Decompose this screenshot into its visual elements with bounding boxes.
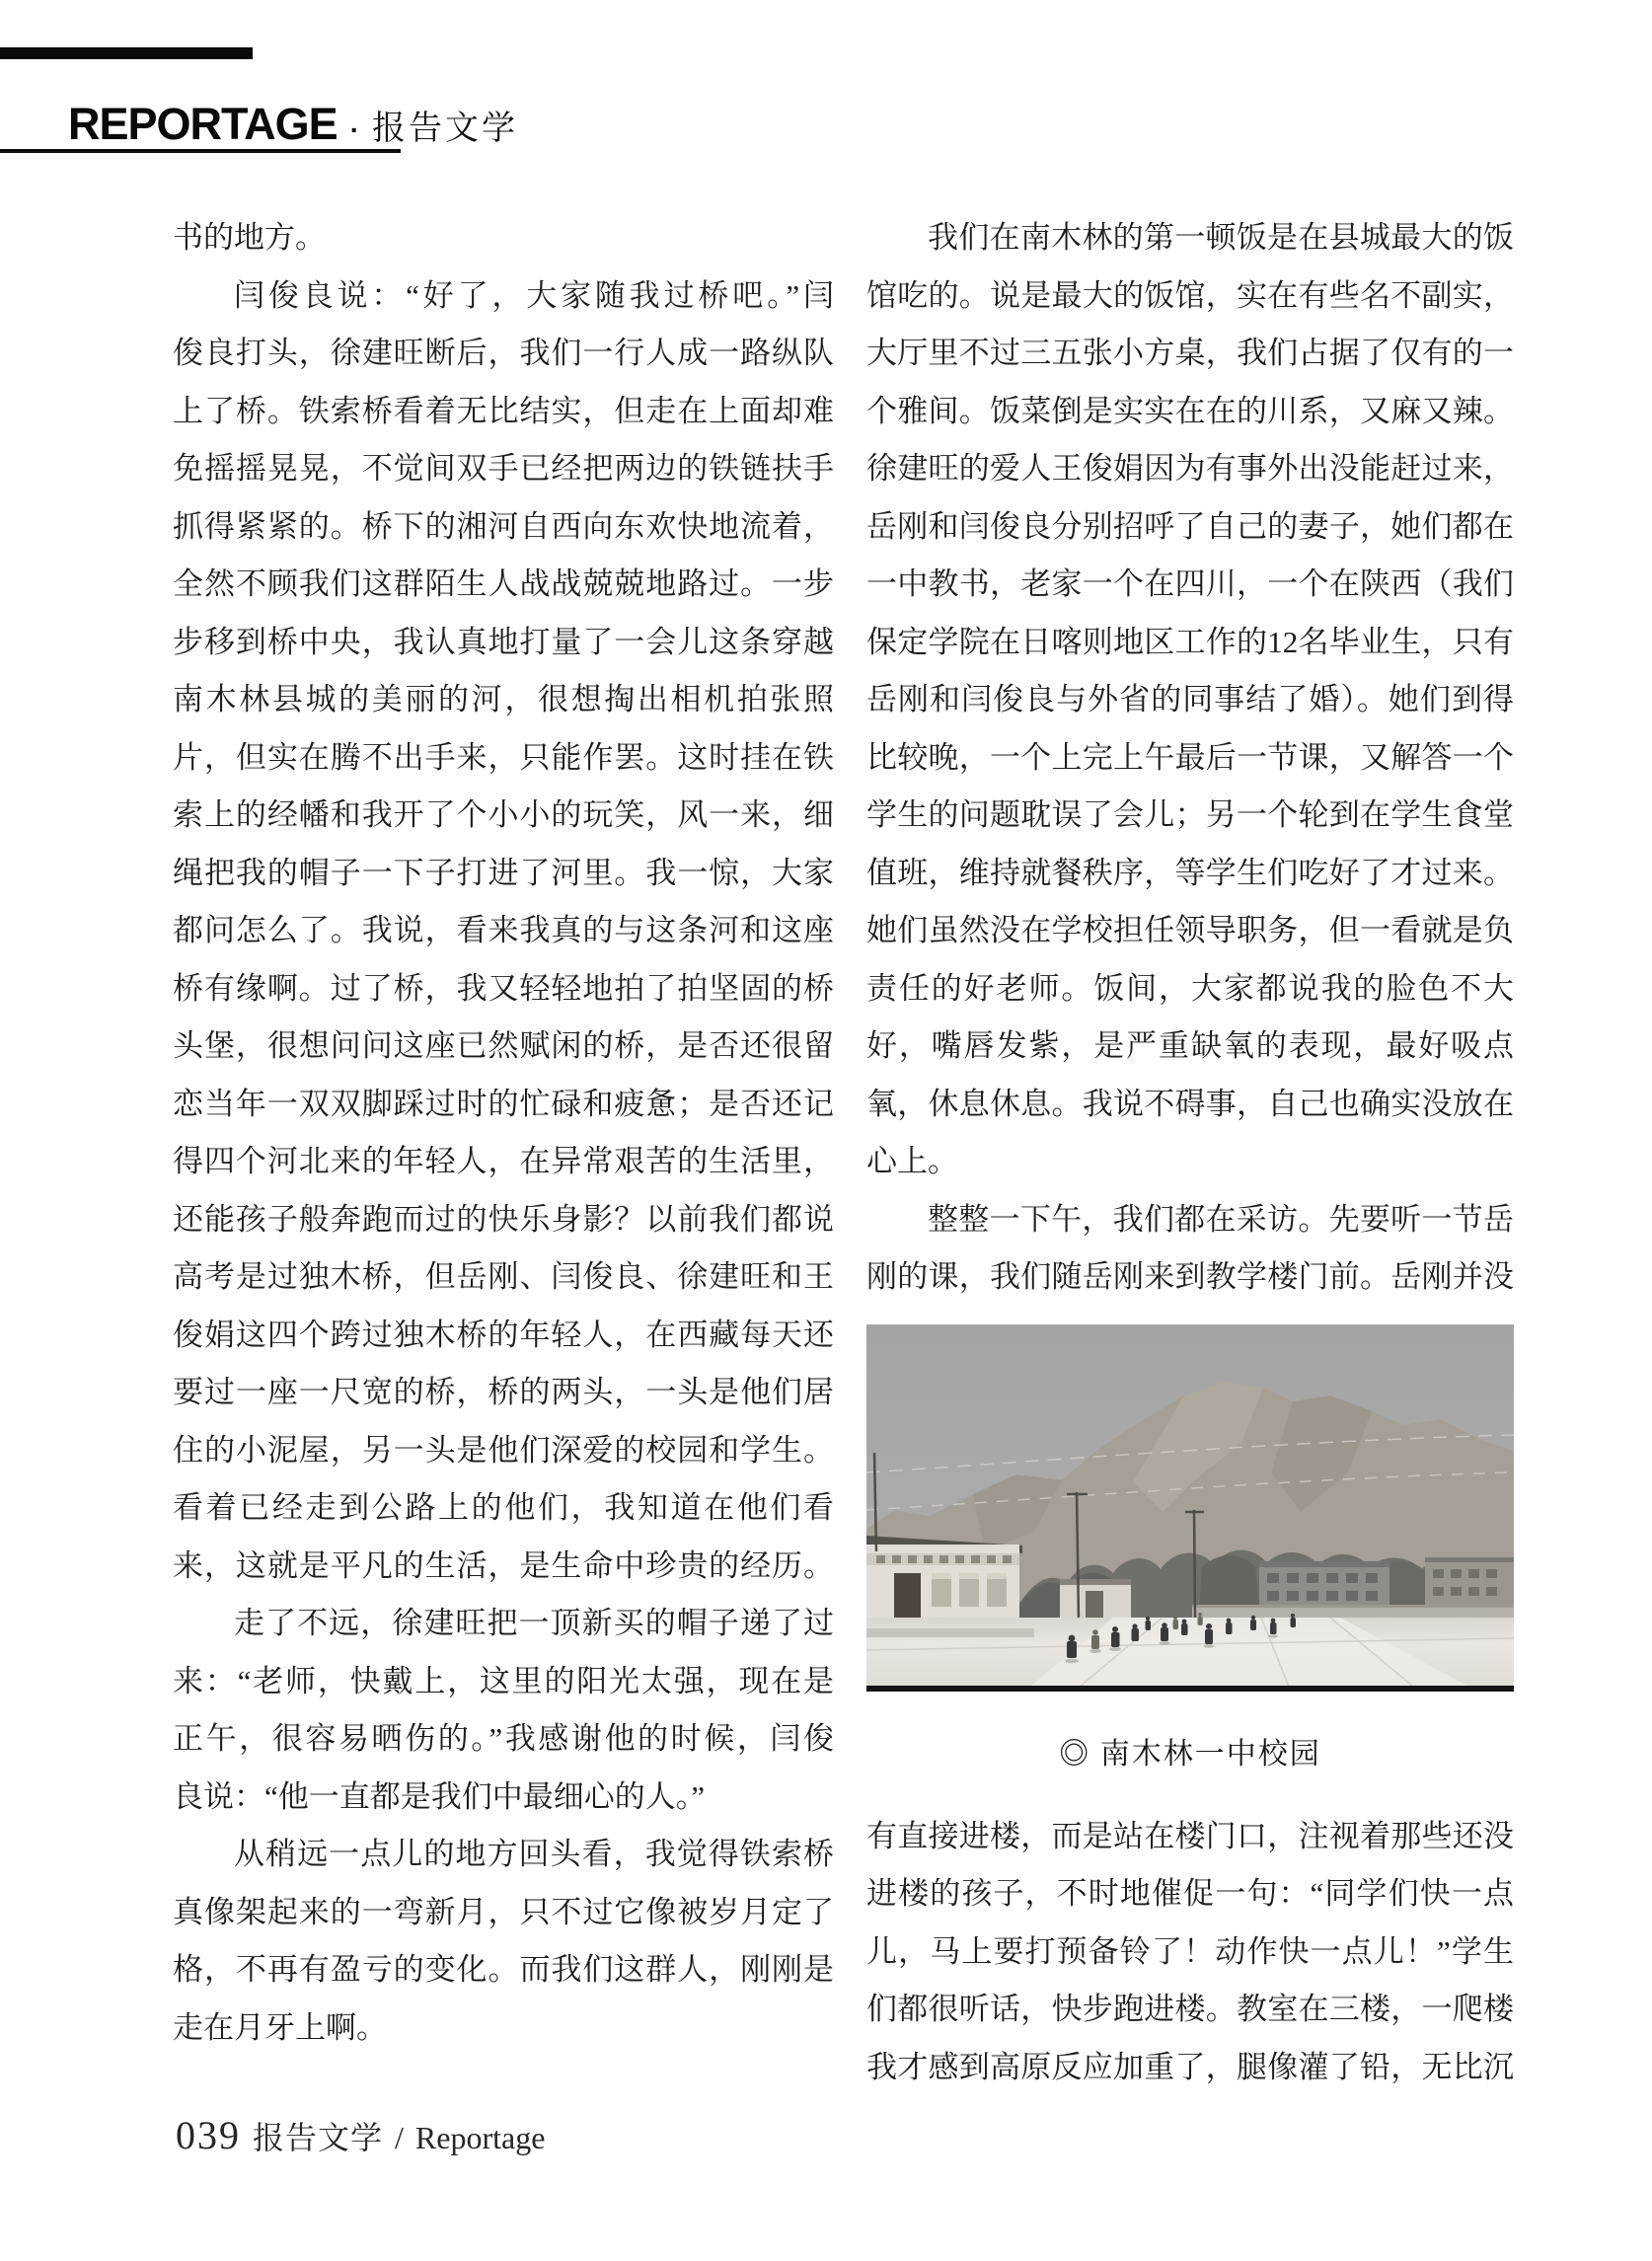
text-line: 要过一座一尺宽的桥，桥的两头，一头是他们居	[173, 1375, 834, 1409]
text-line: 南木林县城的美丽的河，很想掏出相机拍张照	[173, 682, 834, 716]
text-line: 保定学院在日喀则地区工作的12名毕业生，只有	[866, 624, 1514, 659]
footer-section-zh: 报告文学	[253, 2120, 384, 2155]
text-line: 恋当年一双双脚踩过时的忙碌和疲惫；是否还记	[173, 1086, 834, 1121]
text-line: 得四个河北来的年轻人，在异常艰苦的生活里，	[173, 1144, 834, 1178]
text-line: 刚的课，我们随岳刚来到教学楼门前。岳刚并没	[866, 1259, 1514, 1294]
text-line: 我才感到高原反应加重了，腿像灌了铅，无比沉	[866, 2049, 1514, 2084]
footer-section-en: Reportage	[414, 2120, 546, 2155]
text-line: 来：“老师，快戴上，这里的阳光太强，现在是	[173, 1663, 834, 1698]
text-line: 岳刚和闫俊良与外省的同事结了婚）。她们到得	[866, 682, 1514, 716]
text-line: 看着已经走到公路上的他们，我知道在他们看	[173, 1490, 834, 1525]
text-line: 俊娟这四个跨过独木桥的年轻人，在西藏每天还	[173, 1317, 834, 1352]
text-line: 值班，维持就餐秩序，等学生们吃好了才过来。	[866, 855, 1514, 890]
text-line: 免摇摇晃晃，不觉间双手已经把两边的铁链扶手	[173, 451, 834, 486]
page-footer	[176, 2112, 545, 2158]
text-line: 片，但实在腾不出手来，只能作罢。这时挂在铁	[173, 739, 834, 775]
text-line: 抓得紧紧的。桥下的湘河自西向东欢快地流着，	[173, 508, 834, 544]
text-line: 我们在南木林的第一顿饭是在县城最大的饭	[928, 220, 1514, 255]
column-left	[173, 209, 834, 2057]
text-line: 桥有缘啊。过了桥，我又轻轻地拍了拍坚固的桥	[173, 970, 834, 1006]
section-masthead	[68, 99, 518, 150]
text-line: 走了不远，徐建旺把一顶新买的帽子递了过	[234, 1606, 834, 1640]
text-line: 都问怎么了。我说，看来我真的与这条河和这座	[173, 913, 834, 947]
text-line: 上了桥。铁索桥看着无比结实，但走在上面却难	[173, 393, 834, 428]
column-right-lower-text	[866, 1808, 1514, 2097]
column-right	[866, 209, 1514, 2096]
masthead-dot-separator: ·	[349, 114, 360, 145]
text-line: 责任的好老师。饭间，大家都说我的脸色不大	[866, 970, 1514, 1006]
text-line: 们都很听话，快步跑进楼。教室在三楼，一爬楼	[866, 1992, 1514, 2026]
text-line: 头堡，很想问问这座已然赋闲的桥，是否还很留	[173, 1028, 834, 1063]
text-line: 绳把我的帽子一下子打进了河里。我一惊，大家	[173, 855, 834, 890]
text-line: 走在月牙上啊。	[173, 2009, 387, 2045]
text-line: 俊良打头，徐建旺断后，我们一行人成一路纵队	[173, 336, 834, 370]
text-line: 学生的问题耽误了会儿；另一个轮到在学生食堂	[866, 797, 1514, 832]
footer-separator: /	[395, 2120, 404, 2155]
page-number: 039	[176, 2113, 241, 2157]
text-line: 心上。	[866, 1144, 958, 1178]
text-line: 真像架起来的一弯新月，只不过它像被岁月定了	[173, 1894, 834, 1929]
text-line: 个雅间。饭菜倒是实实在在的川系，又麻又辣。	[866, 393, 1514, 428]
text-line: 正午，很容易晒伤的。”我感谢他的时候，闫俊	[173, 1721, 834, 1756]
photo-small-building	[1060, 1579, 1131, 1622]
text-line: 一中教书，老家一个在四川，一个在陕西（我们	[866, 566, 1514, 601]
column-right-upper-text	[866, 209, 1514, 1307]
text-line: 儿，马上要打预备铃了！动作快一点儿！”学生	[866, 1933, 1514, 1969]
text-line: 从稍远一点儿的地方回头看，我觉得铁索桥	[234, 1837, 834, 1871]
text-line: 徐建旺的爱人王俊娟因为有事外出没能赶过来，	[866, 451, 1514, 486]
text-line: 氧，休息休息。我说不碍事，自己也确实没放在	[866, 1086, 1514, 1121]
text-line: 步移到桥中央，我认真地打量了一会儿这条穿越	[173, 624, 834, 659]
campus-photo	[866, 1324, 1514, 1692]
text-line: 高考是过独木桥，但岳刚、闫俊良、徐建旺和王	[173, 1259, 834, 1294]
text-line: 良说：“他一直都是我们中最细心的人。”	[173, 1778, 706, 1814]
photo-bottom-rule	[866, 1686, 1514, 1692]
text-line: 闫俊良说：“好了，大家随我过桥吧。”闫	[234, 277, 834, 313]
text-line: 有直接进楼，而是站在楼门口，注视着那些还没	[866, 1818, 1514, 1853]
text-line: 索上的经幡和我开了个小小的玩笑，风一来，细	[173, 797, 834, 832]
photo-caption: ◎ 南木林一中校园	[1059, 1737, 1321, 1771]
campus-photo-figure	[866, 1324, 1514, 1692]
section-title-en: REPORTAGE	[68, 99, 338, 149]
text-line: 岳刚和闫俊良分别招呼了自己的妻子，她们都在	[866, 508, 1514, 544]
text-line: 她们虽然没在学校担任领导职务，但一看就是负	[866, 913, 1514, 947]
text-line: 比较晚，一个上完上午最后一节课，又解答一个	[866, 739, 1514, 775]
text-line: 住的小泥屋，另一头是他们深爱的校园和学生。	[173, 1432, 834, 1468]
text-line: 整整一下午，我们都在采访。先要听一节岳	[928, 1201, 1514, 1237]
masthead-underline	[0, 149, 401, 153]
text-line: 进楼的孩子，不时地催促一句：“同学们快一点	[866, 1876, 1514, 1911]
text-line: 好，嘴唇发紫，是严重缺氧的表现，最好吸点	[866, 1028, 1514, 1063]
section-title-zh: 报告文学	[372, 110, 519, 147]
text-line: 全然不顾我们这群陌生人战战兢兢地路过。一步	[173, 566, 834, 601]
text-line: 馆吃的。说是最大的饭馆，实在有些名不副实，	[866, 277, 1514, 313]
text-line: 格，不再有盈亏的变化。而我们这群人，刚刚是	[173, 1952, 834, 1987]
text-line: 大厅里不过三五张小方桌，我们占据了仅有的一	[866, 336, 1514, 370]
text-line: 书的地方。	[173, 220, 326, 255]
text-line: 还能孩子般奔跑而过的快乐身影？以前我们都说	[173, 1201, 834, 1237]
masthead-top-bar	[0, 47, 253, 59]
text-line: 来，这就是平凡的生活，是生命中珍贵的经历。	[173, 1547, 834, 1583]
